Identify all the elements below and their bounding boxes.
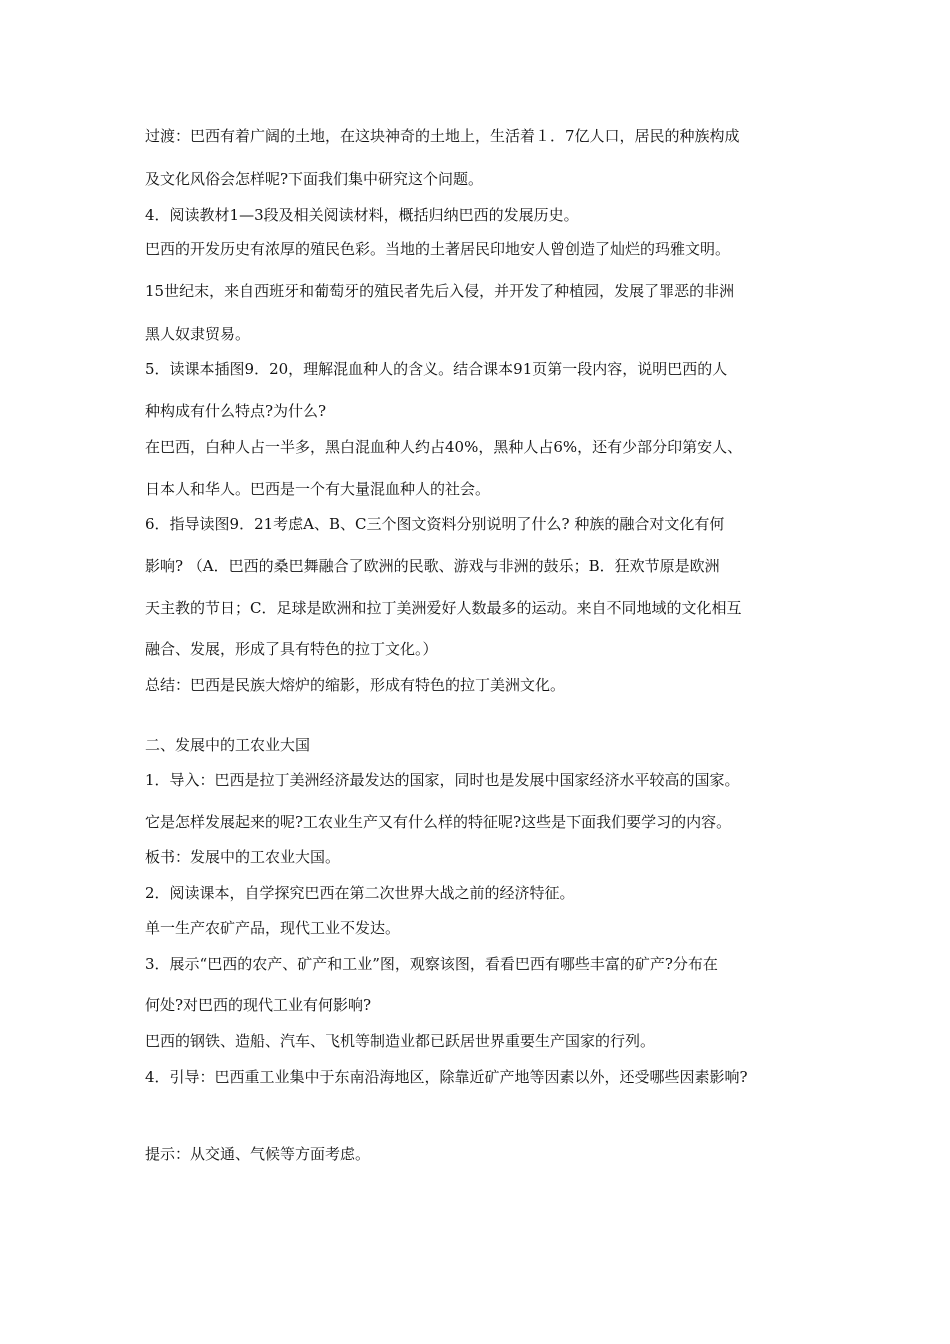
text-line: 黑人奴隶贸易。: [145, 325, 251, 343]
text-line: 它是怎样发展起来的呢?工农业生产又有什么样的特征呢?这些是下面我们要学习的内容。: [145, 813, 732, 831]
section-heading: 二、发展中的工农业大国: [145, 736, 311, 754]
text-line: 融合、发展，形成了具有特色的拉丁文化。）: [145, 640, 438, 658]
text-line: 种构成有什么特点?为什么?: [145, 402, 327, 420]
text-line: 单一生产农矿产品，现代工业不发达。: [145, 919, 401, 937]
text-line: 3．展示“巴西的农产、矿产和工业”图，观察该图，看看巴西有哪些丰富的矿产?分布在: [145, 955, 718, 973]
text-line: 过渡：巴西有着广阔的土地，在这块神奇的土地上，生活着１．7亿人口，居民的种族构成: [145, 127, 740, 145]
text-line: 5．读课本插图9．20，理解混血种人的含义。结合课本91页第一段内容，说明巴西的人: [145, 360, 728, 378]
text-line: 天主教的节日；C．足球是欧洲和拉丁美洲爱好人数最多的运动。来自不同地域的文化相互: [145, 599, 742, 617]
text-line: 4．阅读教材1—3段及相关阅读材料，概括归纳巴西的发展历史。: [145, 206, 579, 224]
text-line: 2．阅读课本，自学探究巴西在第二次世界大战之前的经济特征。: [145, 884, 575, 902]
text-line: 影响? （A．巴西的桑巴舞融合了欧洲的民歌、游戏与非洲的鼓乐；B．狂欢节原是欧洲: [145, 557, 720, 575]
text-line: 6．指导读图9．21考虑A、B、C三个图文资料分别说明了什么? 种族的融合对文化有何: [145, 515, 725, 533]
text-line: 提示：从交通、气候等方面考虑。: [145, 1145, 371, 1163]
text-line: 总结：巴西是民族大熔炉的缩影，形成有特色的拉丁美洲文化。: [145, 676, 566, 694]
text-line: 4．引导：巴西重工业集中于东南沿海地区，除靠近矿产地等因素以外，还受哪些因素影响?: [145, 1068, 748, 1086]
text-line: 板书：发展中的工农业大国。: [145, 848, 341, 866]
text-line: 15世纪末，来自西班牙和葡萄牙的殖民者先后入侵，并开发了种植园，发展了罪恶的非洲: [145, 282, 735, 300]
text-line: 在巴西，白种人占一半多，黑白混血种人约占40%，黑种人占6%，还有少部分印第安人、: [145, 438, 743, 456]
text-line: 1．导入：巴西是拉丁美洲经济最发达的国家，同时也是发展中国家经济水平较高的国家。: [145, 771, 740, 789]
text-line: 及文化风俗会怎样呢?下面我们集中研究这个问题。: [145, 170, 484, 188]
text-line: 巴西的开发历史有浓厚的殖民色彩。当地的土著居民印地安人曾创造了灿烂的玛雅文明。: [145, 240, 731, 258]
text-line: 巴西的钢铁、造船、汽车、飞机等制造业都已跃居世界重要生产国家的行列。: [145, 1032, 656, 1050]
text-line: 日本人和华人。巴西是一个有大量混血种人的社会。: [145, 480, 491, 498]
text-line: 何处?对巴西的现代工业有何影响?: [145, 996, 372, 1014]
